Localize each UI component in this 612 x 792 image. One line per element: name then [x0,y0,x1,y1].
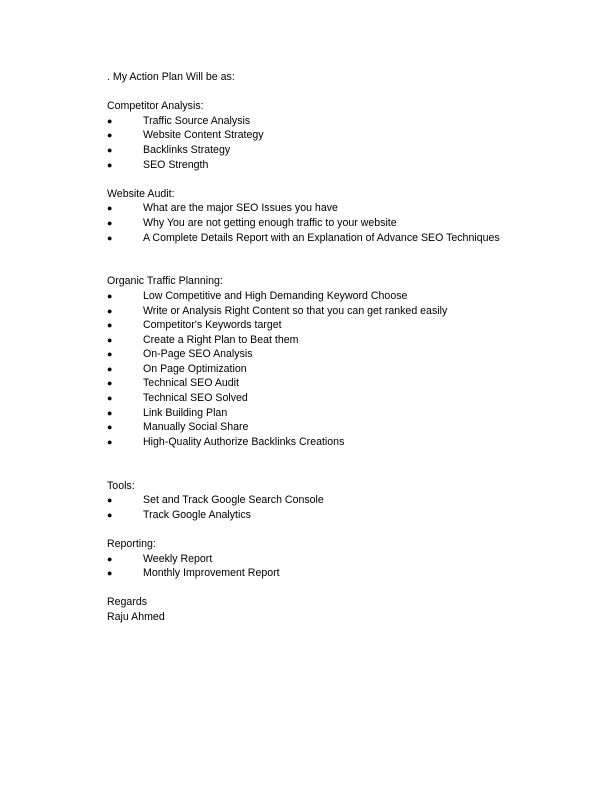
tools-heading: Tools: [107,479,135,492]
intro-line: . My Action Plan Will be as: [107,71,235,83]
bullet-icon: ● [107,349,113,360]
list-item [107,362,597,377]
list-item-text: Traffic Source Analysis [143,114,251,127]
list-item-text: SEO Strength [143,158,209,171]
list-item-text: Link Building Plan [143,406,228,419]
bullet-icon: ● [107,290,113,301]
list-item [107,216,597,231]
list-item-text: Low Competitive and High Demanding Keyword Choose [143,289,408,302]
reporting-heading: Reporting: [107,538,156,550]
bullet-icon: ● [107,144,113,155]
bullet-icon: ● [107,568,113,579]
spacer [107,172,597,187]
bullet-icon: ● [107,363,113,374]
bullet-icon: ● [107,159,113,170]
bullet-icon: ● [107,509,113,520]
list-item-text: Manually Social Share [143,421,249,434]
competitor-heading: Competitor Analysis: [107,100,204,113]
bullet-icon: ● [107,130,113,141]
list-item [107,201,597,216]
list-item-text: Weekly Report [143,552,213,565]
list-item [107,143,597,158]
list-item-text: On-Page SEO Analysis [143,348,253,361]
bullet-icon: ● [107,305,113,316]
list-item [107,158,597,173]
list-item [107,435,597,450]
bullet-icon: ● [107,115,113,126]
list-item-text: Technical SEO Solved [143,392,248,405]
list-item-text: Write or Analysis Right Content so that you can get ranked easily [143,304,448,317]
list-item-text: High-Quality Authorize Backlinks Creations [143,435,345,448]
audit-heading: Website Audit: [107,187,175,200]
list-item [107,289,597,304]
bullet-icon: ● [107,393,113,404]
bullet-icon: ● [107,203,113,214]
list-item [107,128,597,143]
list-item-text: Track Google Analytics [143,508,251,521]
list-item-text: Competitor's Keywords target [143,319,282,332]
bullet-icon: ● [107,334,113,345]
spacer [107,245,597,274]
bullet-icon: ● [107,495,113,506]
spacer [107,85,597,100]
list-item-text: Monthly Improvement Report [143,567,280,580]
bullet-icon: ● [107,232,113,243]
regards-text: Regards [107,596,148,609]
bullet-icon: ● [107,217,113,228]
list-item-text: Set and Track Google Search Console [143,494,324,507]
list-item [107,333,597,348]
bullet-icon: ● [107,422,113,433]
list-item-text: Backlinks Strategy [143,143,231,156]
list-item-text: Create a Right Plan to Beat them [143,333,299,346]
list-item-text: On Page Optimization [143,362,247,375]
list-item [107,347,597,362]
list-item [107,114,597,129]
bullet-icon: ● [107,436,113,447]
list-item [107,406,597,421]
list-item [107,552,597,567]
list-item [107,231,597,246]
list-item-text: Technical SEO Audit [143,377,239,390]
list-item [107,566,597,581]
organic-heading: Organic Traffic Planning: [107,275,223,288]
list-item [107,508,597,523]
signature-name: Raju Ahmed [107,610,165,623]
list-item [107,391,597,406]
spacer [107,581,597,596]
bullet-icon: ● [107,407,113,418]
spacer [107,522,597,537]
bullet-icon: ● [107,553,113,564]
list-item [107,493,597,508]
document-page [107,70,597,625]
list-item [107,420,597,435]
list-item-text: Website Content Strategy [143,129,264,142]
spacer [107,449,597,478]
list-item [107,304,597,319]
list-item [107,318,597,333]
bullet-icon: ● [107,320,113,331]
list-item-text: Why You are not getting enough traffic to your website [143,216,397,229]
list-item-text: What are the major SEO Issues you have [143,202,338,215]
list-item [107,376,597,391]
bullet-icon: ● [107,378,113,389]
list-item-text: A Complete Details Report with an Explanation of Advance SEO Techniques [143,231,500,244]
